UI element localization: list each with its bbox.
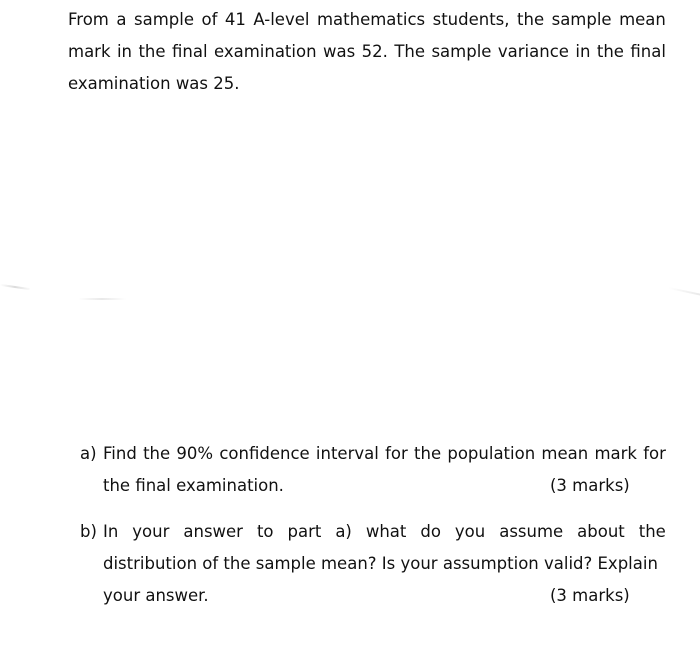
part-a-line-2 (80, 470, 666, 502)
problem-statement (68, 4, 666, 100)
part-b-word: the (638, 522, 666, 541)
part-b-word: you (454, 522, 486, 541)
word: 41 (224, 10, 246, 29)
part-b-label: b) (80, 522, 97, 541)
word: in (116, 42, 133, 61)
part-b-line-2-text: distribution of the sample mean? Is your assumption valid? Explain (103, 554, 658, 573)
part-b-word: answer (183, 522, 243, 541)
part-b-line-3-text: your answer. (103, 586, 209, 605)
word: Find (103, 444, 137, 463)
problem-line-3 (68, 68, 666, 100)
problem-line-2 (68, 36, 666, 68)
problem-line-1-text (68, 4, 666, 36)
word: mark (68, 42, 111, 61)
part-a-line-1-text (103, 438, 666, 470)
part-b-word: what (365, 522, 407, 541)
word: sample (431, 42, 492, 61)
part-b-word: In (103, 522, 119, 541)
word: was (322, 42, 356, 61)
problem-line-2-text (68, 36, 666, 68)
part-b-word: a) (335, 522, 352, 541)
part-b-line-2 (80, 548, 666, 580)
word: final (630, 42, 666, 61)
word: 90% (176, 444, 214, 463)
word: in (575, 42, 591, 61)
word: From (68, 10, 109, 29)
part-b-word: part (287, 522, 322, 541)
word: mean (541, 444, 589, 463)
word: the (143, 444, 171, 463)
part-b-line-1 (80, 516, 666, 548)
scan-artifact-right (668, 287, 700, 297)
word: the (414, 444, 442, 463)
word: sample (551, 10, 612, 29)
word: 52. (361, 42, 388, 61)
word: final (171, 42, 208, 61)
word: the (517, 10, 545, 29)
part-b-word: to (256, 522, 274, 541)
word: sample (133, 10, 194, 29)
word: of (201, 10, 218, 29)
word: mark (594, 444, 637, 463)
word: The (394, 42, 426, 61)
word: for (385, 444, 408, 463)
part-a-line-2-text: the final examination. (103, 476, 284, 495)
problem-line-1 (68, 4, 666, 36)
word: examination (213, 42, 317, 61)
part-b-word: do (420, 522, 441, 541)
part-b-line-1-text (103, 516, 666, 548)
part-b-word: your (132, 522, 170, 541)
part-a-label: a) (80, 444, 97, 463)
word: mean (619, 10, 666, 29)
word: confidence (219, 444, 310, 463)
word: the (596, 42, 624, 61)
word: interval (315, 444, 379, 463)
part-a-line-1 (80, 438, 666, 470)
word: the (138, 42, 166, 61)
word: A-level (253, 10, 310, 29)
word: variance (497, 42, 569, 61)
word: mathematics (316, 10, 426, 29)
part-b-line-3 (80, 580, 666, 612)
word: for (643, 444, 666, 463)
problem-line-3-text: examination was 25. (68, 74, 240, 93)
question-part-b (80, 516, 666, 612)
part-b-marks: (3 marks) (550, 586, 630, 605)
word: a (116, 10, 127, 29)
question-part-a (80, 438, 666, 502)
part-a-marks: (3 marks) (550, 476, 630, 495)
part-b-word: assume (499, 522, 564, 541)
scan-artifact-mid (78, 298, 126, 300)
part-b-word: about (577, 522, 625, 541)
word: students, (432, 10, 510, 29)
scan-artifact-left (0, 284, 30, 290)
word: population (447, 444, 536, 463)
